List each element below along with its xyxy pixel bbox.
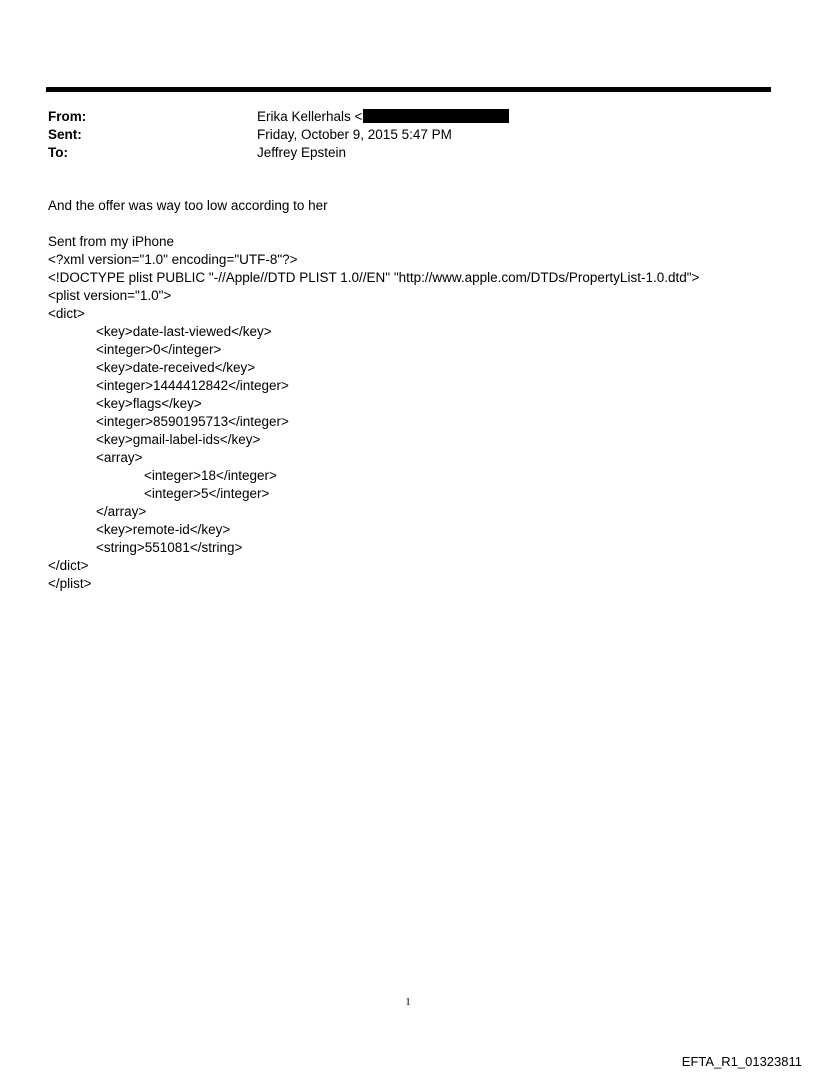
redaction-box bbox=[363, 109, 509, 123]
from-value bbox=[257, 108, 509, 126]
to-row bbox=[48, 144, 768, 162]
xml-line: <integer>5</integer> bbox=[144, 486, 270, 501]
to-value: Jeffrey Epstein bbox=[257, 145, 347, 160]
xml-line: <string>551081</string> bbox=[96, 540, 243, 555]
blank-line bbox=[48, 215, 788, 233]
xml-line: <key>date-received</key> bbox=[96, 360, 256, 375]
page-number: 1 bbox=[405, 996, 411, 1008]
signature-text: Sent from my iPhone bbox=[48, 234, 175, 249]
xml-line: <dict> bbox=[48, 306, 85, 321]
xml-line: <key>remote-id</key> bbox=[96, 522, 231, 537]
xml-line: </dict> bbox=[48, 558, 89, 573]
xml-line: <array> bbox=[96, 450, 143, 465]
xml-line: <integer>0</integer> bbox=[96, 342, 222, 357]
header-divider-rule bbox=[46, 87, 771, 92]
from-sender-name: Erika Kellerhals < bbox=[257, 109, 363, 124]
to-label: To: bbox=[48, 145, 68, 160]
sent-value: Friday, October 9, 2015 5:47 PM bbox=[257, 127, 452, 142]
xml-line: <key>date-last-viewed</key> bbox=[96, 324, 272, 339]
message-text: And the offer was way too low according to her bbox=[48, 198, 328, 213]
xml-line: <key>flags</key> bbox=[96, 396, 202, 411]
from-label: From: bbox=[48, 109, 87, 124]
bates-number: EFTA_R1_01323811 bbox=[681, 1054, 802, 1069]
xml-line: </array> bbox=[96, 504, 147, 519]
email-body bbox=[48, 197, 788, 593]
xml-line: <!DOCTYPE plist PUBLIC "-//Apple//DTD PLIST 1.0//EN" "http://www.apple.com/DTDs/PropertyList-1.0.dtd"> bbox=[48, 270, 700, 285]
xml-line: <integer>1444412842</integer> bbox=[96, 378, 289, 393]
xml-line: <key>gmail-label-ids</key> bbox=[96, 432, 261, 447]
from-row bbox=[48, 108, 768, 126]
xml-plist-block bbox=[48, 251, 788, 593]
sent-label: Sent: bbox=[48, 127, 82, 142]
sent-row bbox=[48, 126, 768, 144]
xml-line: <plist version="1.0"> bbox=[48, 288, 172, 303]
xml-line: <?xml version="1.0" encoding="UTF-8"?> bbox=[48, 252, 298, 267]
email-header bbox=[48, 108, 768, 162]
xml-line: <integer>18</integer> bbox=[144, 468, 277, 483]
xml-line: </plist> bbox=[48, 576, 92, 591]
xml-line: <integer>8590195713</integer> bbox=[96, 414, 289, 429]
